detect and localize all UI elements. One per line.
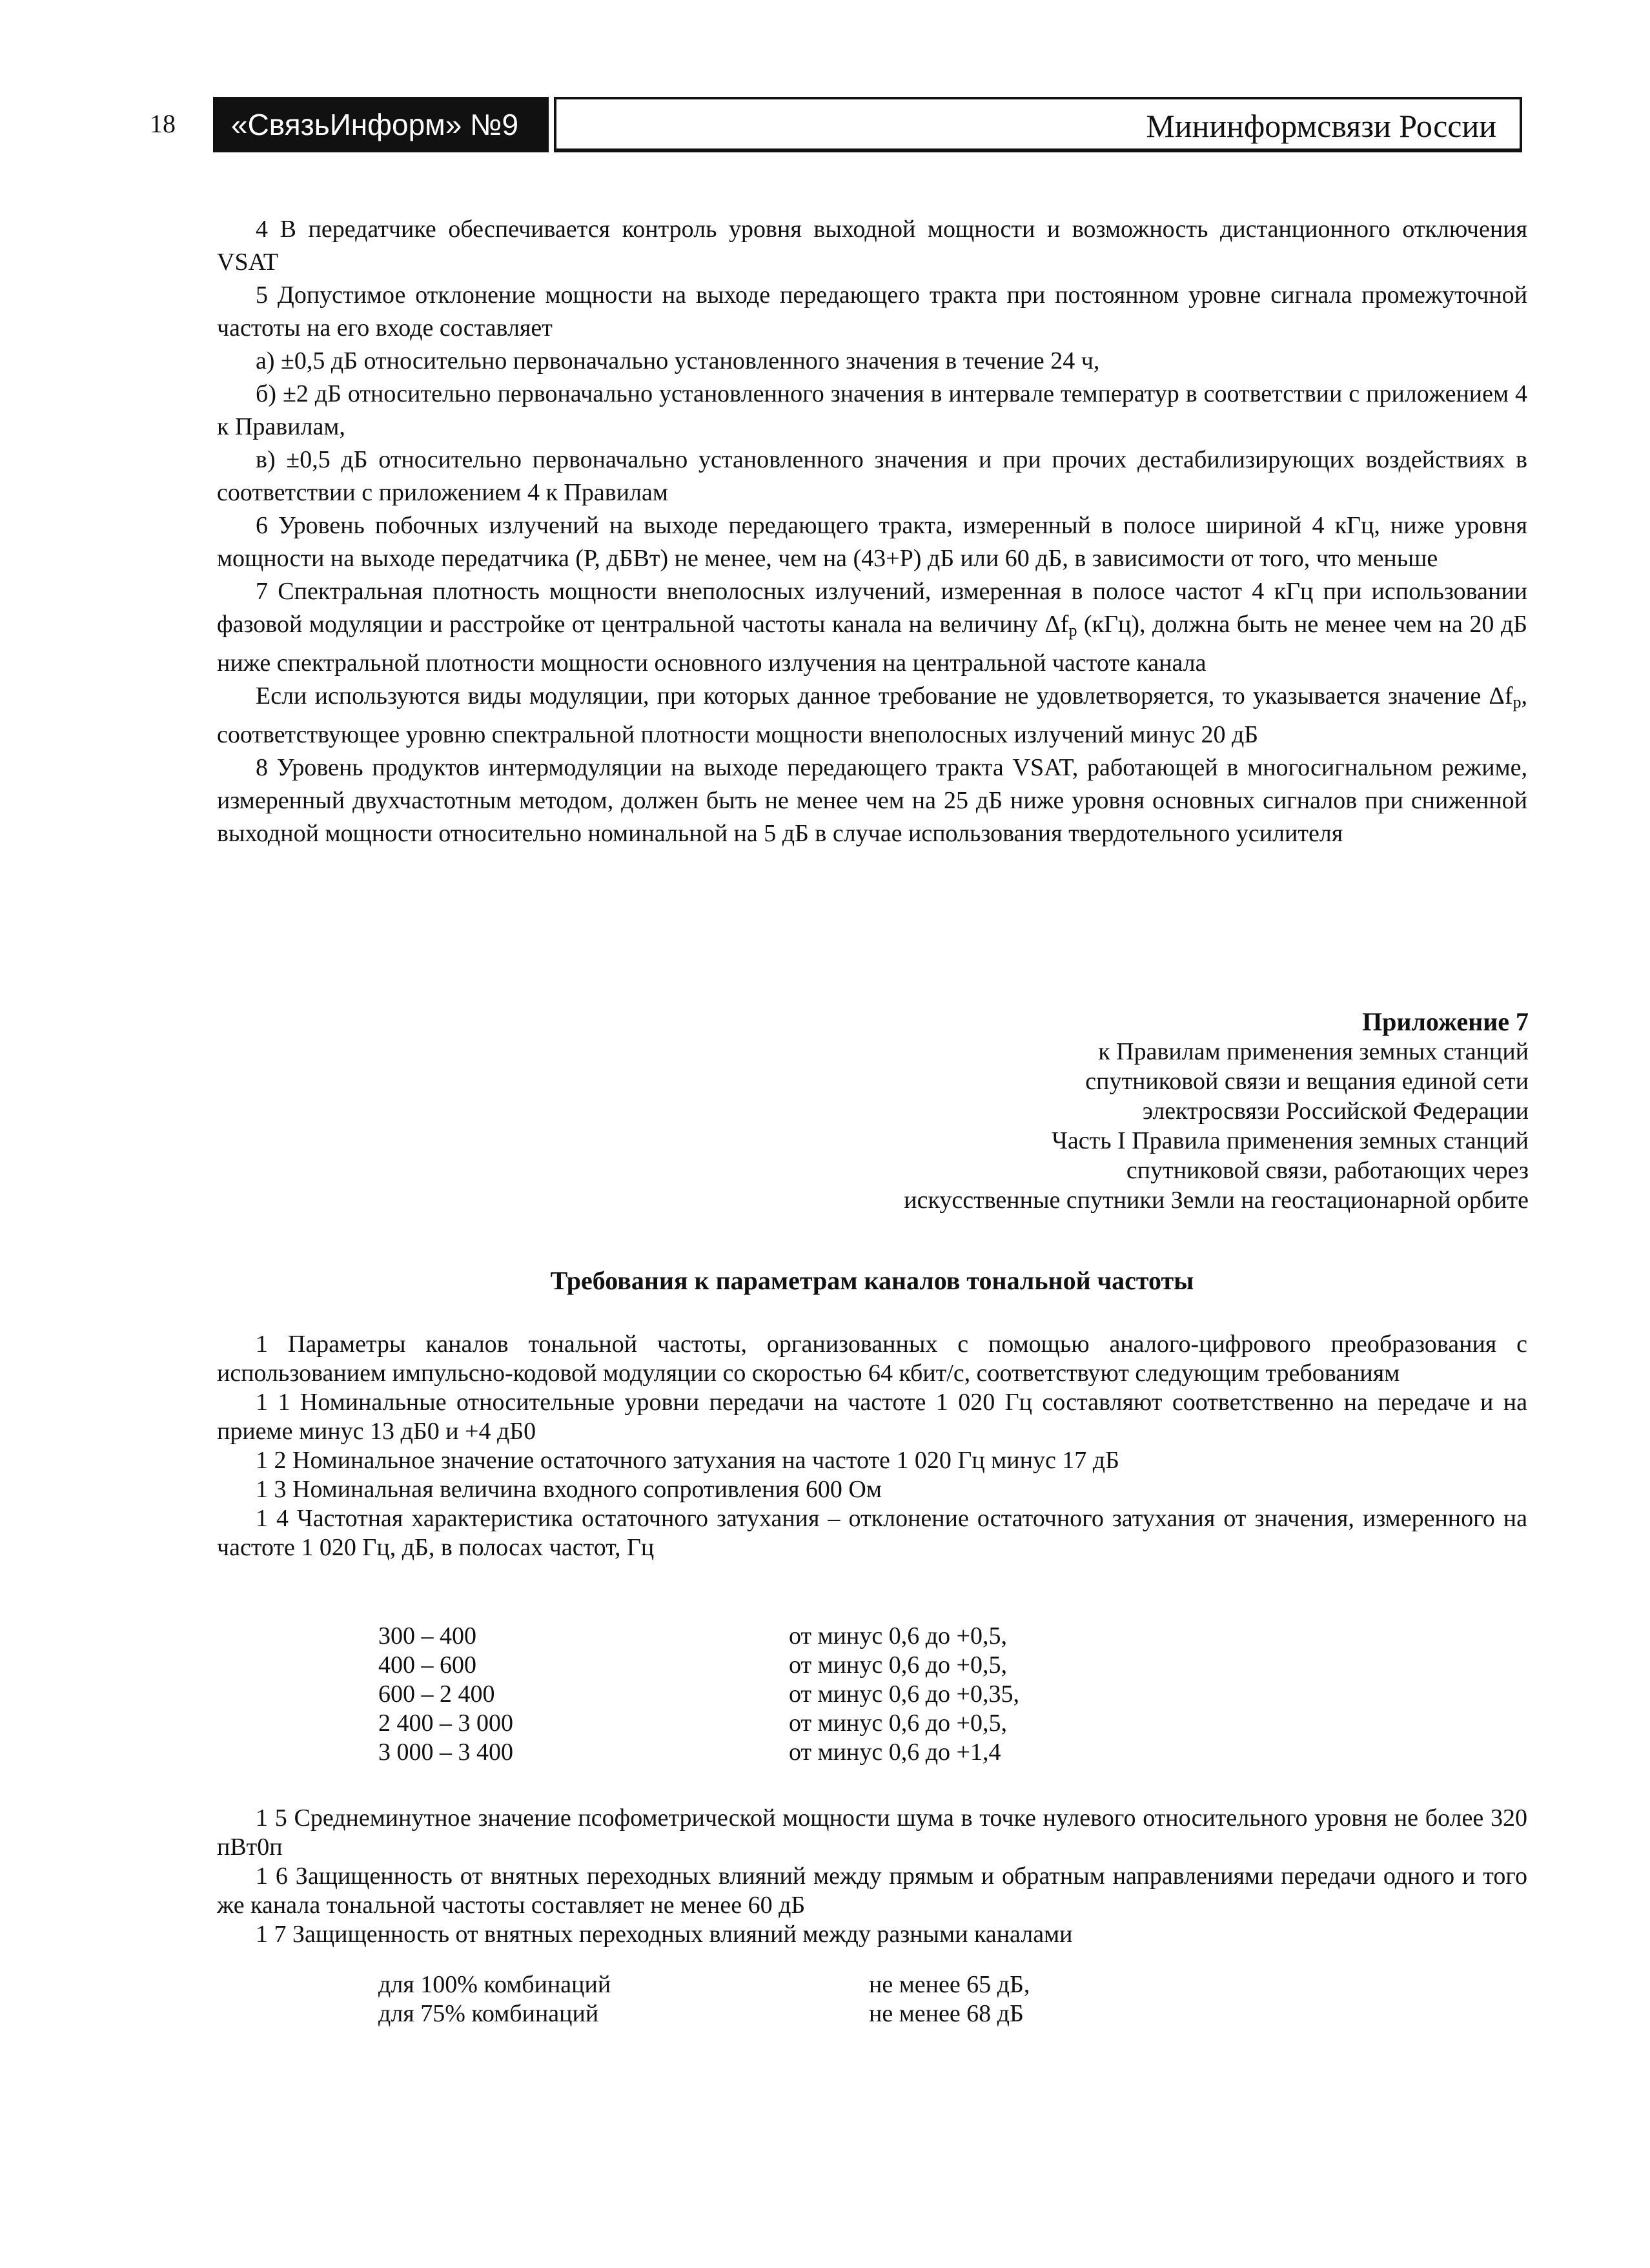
requirements-intro bbox=[217, 1330, 1527, 1562]
combination-table bbox=[378, 1970, 1030, 2028]
paragraph: 1 1 Номинальные относительные уровни передачи на частоте 1 020 Гц составляют соответственно на передаче и на приеме минус 13 дБ0 и +4 дБ0 bbox=[217, 1389, 1527, 1445]
table-row bbox=[378, 1680, 1112, 1709]
paragraph: 1 6 Защищенность от внятных переходных влияний между прямым и обратным направлениями передачи одного и того же канала тональной частоты составляет не менее 60 дБ bbox=[217, 1863, 1527, 1919]
paragraph: в) ±0,5 дБ относительно первоначально установленного значения и при прочих дестабилизирующих воздействиях в соответствии с приложением 4 к Правилам bbox=[217, 446, 1527, 506]
appendix-line: спутниковой связи, работающих через bbox=[1126, 1157, 1529, 1184]
freq-value: от минус 0,6 до +0,5, bbox=[789, 1622, 1007, 1650]
page-number: 18 bbox=[150, 109, 176, 138]
section-a-body bbox=[217, 213, 1527, 850]
paragraph: 1 5 Среднеминутное значение псофометрической мощности шума в точке нулевого относительного уровня не более 320 пВт0п bbox=[217, 1804, 1527, 1861]
freq-value: от минус 0,6 до +0,35, bbox=[789, 1681, 1019, 1708]
requirements-title: Требования к параметрам каналов тональной частоты bbox=[550, 1266, 1194, 1295]
freq-band: 600 – 2 400 bbox=[378, 1681, 495, 1708]
ministry-title: Мининформсвязи России bbox=[554, 97, 1522, 152]
paragraph: 1 4 Частотная характеристика остаточного затухания – отклонение остаточного затухания от значения, измеренного на частоте 1 020 Гц, дБ, в полосах частот, Гц bbox=[217, 1505, 1527, 1561]
freq-band: 400 – 600 bbox=[378, 1651, 476, 1679]
requirements-more bbox=[217, 1804, 1527, 1949]
paragraph: 5 Допустимое отклонение мощности на выходе передающего тракта при постоянном уровне сигнала промежуточной частоты на его входе составляет bbox=[217, 281, 1527, 342]
freq-band: 300 – 400 bbox=[378, 1622, 476, 1650]
freq-band: 2 400 – 3 000 bbox=[378, 1710, 513, 1737]
journal-title: «СвязьИнформ» №9 bbox=[213, 97, 549, 152]
paragraph: 1 3 Номинальная величина входного сопротивления 600 Ом bbox=[256, 1476, 882, 1503]
freq-value: от минус 0,6 до +0,5, bbox=[789, 1710, 1007, 1737]
appendix-line: к Правилам применения земных станций bbox=[1098, 1038, 1529, 1065]
comb-value: не менее 68 дБ bbox=[869, 2000, 1024, 2027]
paragraph: 6 Уровень побочных излучений на выходе передающего тракта, измеренный в полосе шириной 4 кГц, ниже уровня мощности на выходе передатчика (Р, дБВт) не менее, чем на (43+Р) дБ или 60 дБ, в зависимости от того, что меньше bbox=[217, 512, 1527, 572]
table-row bbox=[378, 1738, 1112, 1767]
paragraph-7b: Если используются виды модуляции, при которых данное требование не удовлетворяется, то указывается значение $\Delta f_р$, соответствующее уровню спектральной плотности мощности внеполосных излучений минус 20 дБ bbox=[217, 682, 1527, 748]
paragraph: 1 Параметры каналов тональной частоты, организованных с помощью аналого-цифрового преобразования с использованием импульсно-кодовой модуляции со скоростью 64 кбит/с, соответствуют следующим требованиям bbox=[217, 1331, 1527, 1387]
appendix-heading bbox=[742, 1007, 1529, 1215]
paragraph-8: 8 Уровень продуктов интермодуляции на выходе передающего тракта VSAT, работающей в многосигнальном режиме, измеренный двухчастотным методом, должен быть не менее чем на 25 дБ ниже уровня основных сигналов при сниженной выходной мощности относительно номинальной на 5 дБ в случае использования твердотельного усилителя bbox=[217, 754, 1527, 847]
table-row bbox=[378, 1999, 1030, 2028]
paragraph: а) ±0,5 дБ относительно первоначально установленного значения в течение 24 ч, bbox=[256, 347, 1100, 374]
table-row bbox=[378, 1622, 1112, 1651]
comb-value: не менее 65 дБ, bbox=[869, 1971, 1030, 1998]
appendix-title: Приложение 7 bbox=[1362, 1007, 1529, 1036]
appendix-line: электросвязи Российской Федерации bbox=[1142, 1098, 1529, 1125]
table-row bbox=[378, 1709, 1112, 1738]
appendix-line: спутниковой связи и вещания единой сети bbox=[1085, 1068, 1529, 1095]
paragraph: 1 2 Номинальное значение остаточного затухания на частоте 1 020 Гц минус 17 дБ bbox=[256, 1447, 1119, 1474]
freq-value: от минус 0,6 до +1,4 bbox=[789, 1739, 1001, 1766]
paragraph: 4 В передатчике обеспечивается контроль уровня выходной мощности и возможность дистанционного отключения VSAT bbox=[217, 216, 1527, 276]
paragraph: б) ±2 дБ относительно первоначально установленного значения в интервале температур в соответствии с приложением 4 к Правилам, bbox=[217, 380, 1527, 440]
comb-label: для 75% комбинаций bbox=[378, 2000, 599, 2027]
frequency-table bbox=[378, 1622, 1112, 1767]
paragraph: 1 7 Защищенность от внятных переходных влияний между разными каналами bbox=[256, 1921, 1073, 1948]
paragraph-7: 7 Спектральная плотность мощности внеполосных излучений, измеренная в полосе частот 4 кГц при использовании фазовой модуляции и расстройке от центральной частоты канала на величину $\Delta f_р$ (кГц), должна быть не менее чем на 20 дБ ниже спектральной плотности мощности основного излучения на центральной частоте канала bbox=[217, 578, 1527, 677]
table-row bbox=[378, 1651, 1112, 1680]
appendix-line: Часть I Правила применения земных станций bbox=[1052, 1127, 1529, 1154]
freq-band: 3 000 – 3 400 bbox=[378, 1739, 513, 1766]
comb-label: для 100% комбинаций bbox=[378, 1971, 611, 1998]
table-row bbox=[378, 1970, 1030, 1999]
freq-value: от минус 0,6 до +0,5, bbox=[789, 1651, 1007, 1679]
appendix-line: искусственные спутники Земли на геостационарной орбите bbox=[904, 1187, 1529, 1214]
